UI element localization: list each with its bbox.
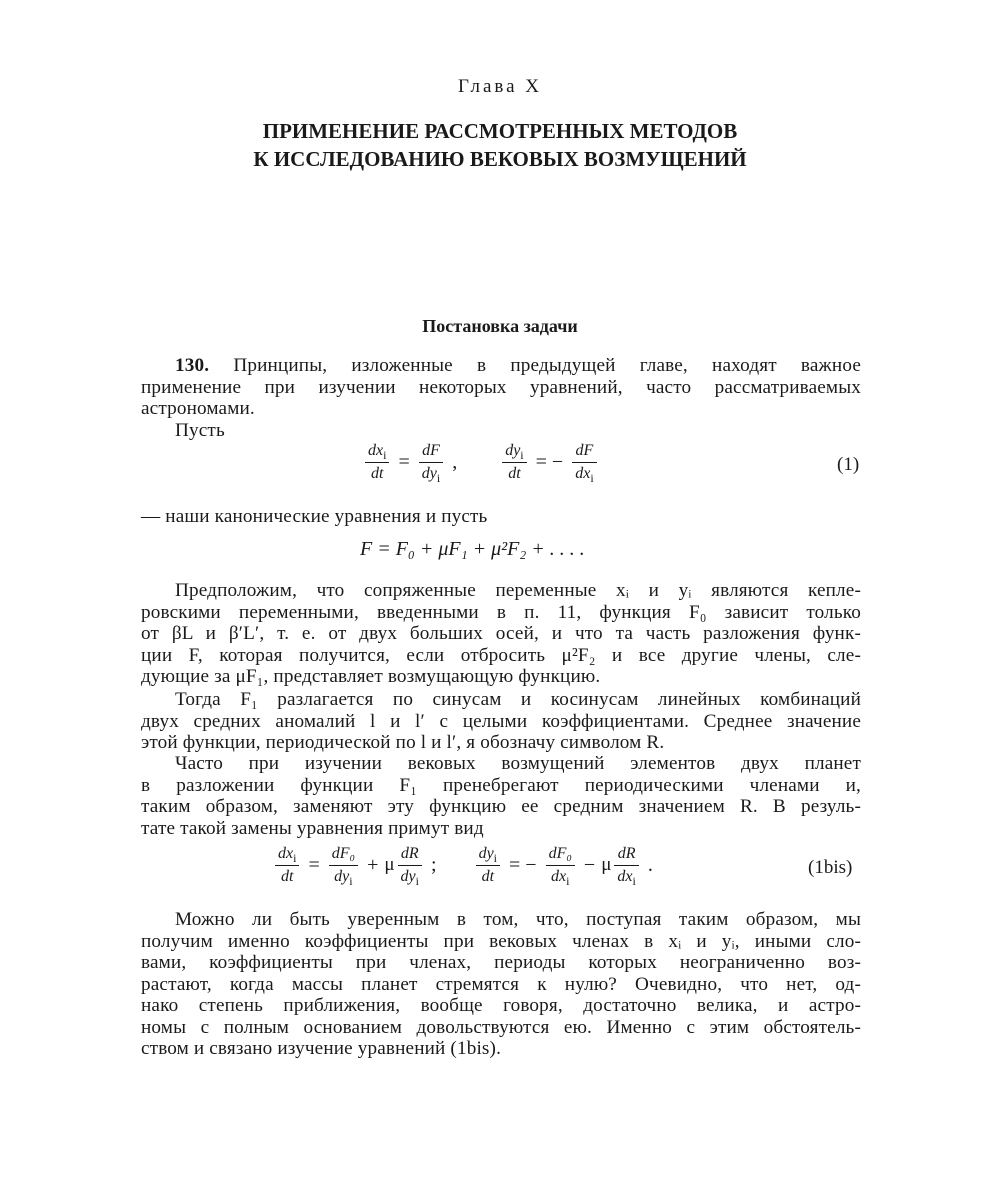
paragraph-130 <box>141 355 861 441</box>
paragraph-text <box>141 689 861 754</box>
fraction: $\frac{dF}{dy_i}$ <box>419 440 443 485</box>
paragraph-line: ством и связано изучение уравнений (1bis). <box>141 1038 502 1059</box>
fraction: $\frac{\text{dF₀}}{dy_i}$ <box>329 843 358 888</box>
fraction: $\frac{dR}{dx_i}$ <box>614 843 638 888</box>
paragraph-line: Тогда F₁ разлагается по синусам и косинусам линейных комбинаций <box>175 689 861 710</box>
equation-expansion: F = F₀ + μF₁ + μ²F₂ + . . . . <box>360 538 585 560</box>
paragraph-line: этой функции, периодической по l и l′, я обозначу символом R. <box>141 732 665 753</box>
chapter-label: Глава X <box>457 76 543 97</box>
paragraph-line: ции F, которая получится, если отбросить μ²F₂ и все другие члены, сле- <box>141 644 861 666</box>
paragraph-line: растают, когда массы планет стремятся к нулю? Очевидно, что нет, од- <box>141 973 861 995</box>
fraction: $\frac{dx_i}{dt}$ <box>275 843 299 888</box>
paragraph-text <box>141 909 861 1060</box>
paragraph-line: применение при изучении некоторых уравнений, часто рассматриваемых <box>141 376 861 398</box>
paragraph-line: ровскими переменными, введенными в п. 11, функция F₀ зависит только <box>141 601 861 623</box>
fraction: $\frac{dR}{dy_i}$ <box>398 843 422 888</box>
chapter-title <box>0 117 1000 173</box>
paragraph-line: вами, коэффициенты при членах, периоды которых неограниченно воз- <box>141 952 861 973</box>
section-heading: Постановка задачи <box>422 316 578 336</box>
paragraph-line: Пусть <box>175 419 225 441</box>
paragraph-line: двух средних аномалий l и l′ с целыми коэффициентами. Среднее значение <box>141 710 861 732</box>
paragraph-line: Предположим, что сопряженные переменные xᵢ и yᵢ являются кепле- <box>175 580 861 601</box>
paragraph-text <box>141 506 861 528</box>
equation-number: (1bis) <box>808 857 853 878</box>
paragraph-line: тате такой замены уравнения примут вид <box>141 817 484 839</box>
fraction: $\frac{dy_i}{dt}$ <box>502 440 526 485</box>
paragraph-line: получим именно коэффициенты при вековых членах в xᵢ и yᵢ, иными сло- <box>141 930 861 952</box>
paragraph-line: астрономами. <box>141 398 255 419</box>
equation-number: (1) <box>837 454 860 475</box>
fraction: $\frac{dy_i}{dt}$ <box>476 843 500 888</box>
fraction: $\frac{dF}{dx_i}$ <box>572 440 596 485</box>
paragraph-line: от βL и β′L′, т. е. от двух больших осей, и что та часть разложения функ- <box>141 623 861 644</box>
paragraph-line: в разложении функции F₁ пренебрегают периодическими членами и, <box>141 774 861 796</box>
chapter-title-line-1: ПРИМЕНЕНИЕ РАССМОТРЕННЫХ МЕТОДОВ <box>262 119 738 143</box>
chapter-title-line-2: К ИССЛЕДОВАНИЮ ВЕКОВЫХ ВОЗМУЩЕНИЙ <box>253 147 747 171</box>
paragraph-line: Часто при изучении вековых возмущений элементов двух планет <box>175 753 861 774</box>
paragraph-line: дующие за μF₁, представляет возмущающую функцию. <box>141 666 601 687</box>
paragraph-line: нако степень приближения, вообще говоря, достаточно велика, и астро- <box>141 995 861 1016</box>
fraction: $\frac{dx_i}{dt}$ <box>365 440 389 485</box>
paragraph-line: 130. Принципы, изложенные в предыдущей главе, находят важное <box>175 355 861 376</box>
equation-1: $\frac{dx_i}{dt}$ = $\frac{dF}{dy_i}$ , $\frac{dy_i}{dt}$ = − $\frac{dF}{dx_i}$ <box>362 440 600 485</box>
paragraph-line: номы с полным основанием довольствуются ею. Именно с этим обстоятель- <box>141 1016 861 1038</box>
paragraph-text <box>141 753 861 839</box>
paragraph-line: Можно ли быть уверенным в том, что, поступая таким образом, мы <box>175 909 861 930</box>
paragraph-number: 130. <box>175 355 210 376</box>
paragraph-line: таким образом, заменяют эту функцию ее средним значением R. В резуль- <box>141 796 861 817</box>
paragraph-line: — наши канонические уравнения и пусть <box>141 506 488 527</box>
fraction: $\frac{\text{dF₀}}{dx_i}$ <box>546 843 575 888</box>
paragraph-text <box>141 580 861 688</box>
equation-1bis: $\frac{dx_i}{dt}$ = $\frac{\text{dF₀}}{dy_i}$ + μ $\frac{dR}{dy_i}$ ; $\frac{dy_i}{dt}$ = − $\frac{\text{dF₀}}{dx_i}$ − μ $\frac{dR}{dx_i}$ . <box>272 843 659 888</box>
